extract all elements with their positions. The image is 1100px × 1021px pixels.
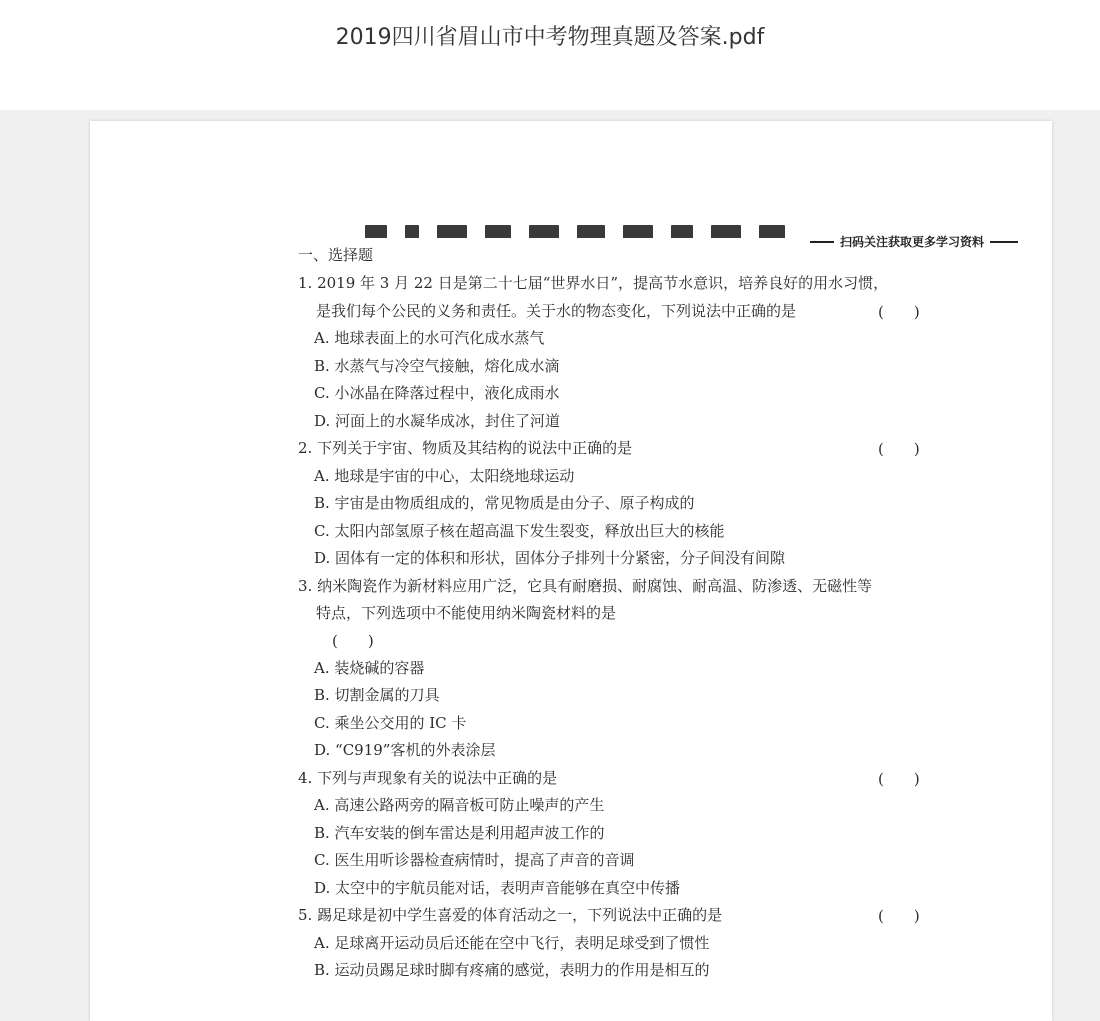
q1-option-a: A. 地球表面上的水可汽化成水蒸气 — [314, 329, 545, 347]
qr-banner — [810, 233, 1018, 250]
q2-option-c: C. 太阳内部氢原子核在超高温下发生裂变，释放出巨大的核能 — [314, 522, 725, 540]
q4-option-c: C. 医生用听诊器检查病情时，提高了声音的音调 — [314, 851, 635, 869]
q4-option-d: D. 太空中的宇航员能对话，表明声音能够在真空中传播 — [314, 879, 681, 897]
section-heading: 一、选择题 — [298, 246, 374, 264]
q5-option-b: B. 运动员踢足球时脚有疼痛的感觉，表明力的作用是相互的 — [314, 961, 710, 979]
q5-stem: 5. 踢足球是初中学生喜爱的体育活动之一，下列说法中正确的是 — [298, 906, 723, 924]
q1-answer-blank: ( ) — [878, 303, 920, 321]
q3-option-a: A. 装烧碱的容器 — [314, 659, 425, 677]
banner-text: 扫码关注获取更多学习资料 — [840, 235, 985, 249]
q1-option-c: C. 小冰晶在降落过程中，液化成雨水 — [314, 384, 560, 402]
cutoff-heading-fragment — [365, 225, 805, 238]
banner-rule-left — [810, 241, 834, 243]
q2-option-a: A. 地球是宇宙的中心，太阳绕地球运动 — [314, 467, 575, 485]
q3-option-d: D. “C919”客机的外表涂层 — [314, 741, 496, 759]
q2-option-d: D. 固体有一定的体积和形状，固体分子排列十分紧密，分子间没有间隙 — [314, 549, 786, 567]
q4-answer-blank: ( ) — [878, 770, 920, 788]
q5-option-a: A. 足球离开运动员后还能在空中飞行，表明足球受到了惯性 — [314, 934, 710, 952]
q2-stem: 2. 下列关于宇宙、物质及其结构的说法中正确的是 — [298, 439, 633, 457]
q4-option-b: B. 汽车安装的倒车雷达是利用超声波工作的 — [314, 824, 605, 842]
q1-stem-line-1: 1. 2019 年 3 月 22 日是第二十七届“世界水日”，提高节水意识，培养良好的用水习惯， — [298, 274, 889, 292]
q5-answer-blank: ( ) — [878, 907, 920, 925]
q1-option-d: D. 河面上的水凝华成冰，封住了河道 — [314, 412, 561, 430]
viewer-title-bar — [0, 0, 1100, 110]
q2-answer-blank: ( ) — [878, 440, 920, 458]
q1-option-b: B. 水蒸气与冷空气接触，熔化成水滴 — [314, 357, 560, 375]
q3-stem-line-2: 特点，下列选项中不能使用纳米陶瓷材料的是 — [316, 604, 617, 622]
q3-option-c: C. 乘坐公交用的 IC 卡 — [314, 714, 467, 732]
q3-stem-line-1: 3. 纳米陶瓷作为新材料应用广泛，它具有耐磨损、耐腐蚀、耐高温、防渗透、无磁性等 — [298, 577, 873, 595]
file-title: 2019四川省眉山市中考物理真题及答案.pdf — [335, 25, 765, 50]
q1-stem-line-2: 是我们每个公民的义务和责任。关于水的物态变化，下列说法中正确的是 — [316, 302, 797, 320]
banner-rule-right — [990, 241, 1018, 243]
q2-option-b: B. 宇宙是由物质组成的，常见物质是由分子、原子构成的 — [314, 494, 695, 512]
q4-stem: 4. 下列与声现象有关的说法中正确的是 — [298, 769, 558, 787]
q3-option-b: B. 切割金属的刀具 — [314, 686, 440, 704]
q4-option-a: A. 高速公路两旁的隔音板可防止噪声的产生 — [314, 796, 605, 814]
q3-answer-blank: ( ) — [332, 632, 374, 650]
